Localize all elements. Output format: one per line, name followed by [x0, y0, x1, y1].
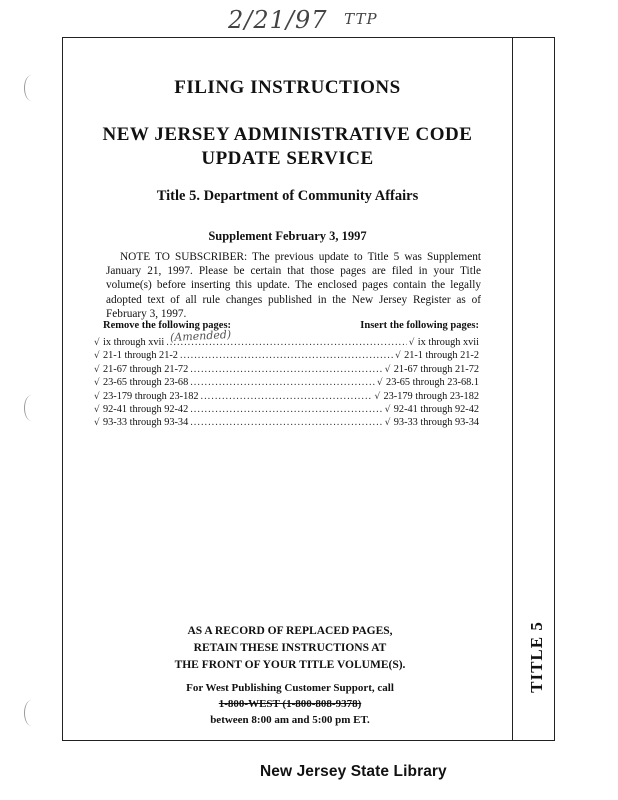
handwritten-initials: TTP	[344, 10, 378, 28]
dot-leader	[166, 336, 407, 349]
pages-table-header	[103, 320, 479, 334]
note-to-subscriber: NOTE TO SUBSCRIBER: The previous update to Title 5 was Supplement January 21, 1997. Please be certain that those pages are filed in your Title volume(s) before inserting this update. The enclosed pages contain the legally adopted text of all rule changes published in the New Jersey Register as of February 3, 1997.	[106, 251, 481, 320]
remove-page-range: 93-33 through 93-34	[103, 417, 189, 429]
remove-page-range: 23-65 through 23-68	[103, 377, 189, 389]
checkmark-icon: √	[395, 351, 401, 362]
insert-page-range: 93-33 through 93-34	[393, 417, 479, 429]
support-hours: between 8:00 am and 5:00 pm ET.	[210, 714, 370, 726]
remove-page-range: 21-67 through 21-72	[103, 363, 189, 375]
pages-row	[94, 416, 479, 429]
pages-row	[94, 363, 479, 376]
insert-page-range: ix through xvii	[417, 337, 479, 348]
checkmark-icon: √	[384, 364, 391, 375]
insert-page-range: 23-179 through 23-182	[383, 390, 479, 402]
support-phone: 1-800-WEST (1-800-808-9378)	[218, 698, 362, 710]
checkmark-icon: √	[94, 364, 100, 375]
checkmark-icon: √	[94, 378, 100, 389]
checkmark-icon: √	[384, 418, 391, 429]
remove-pages-header: Remove the following pages:	[103, 320, 232, 331]
code-title-line2: UPDATE SERVICE	[201, 148, 374, 169]
checkmark-icon: √	[94, 404, 100, 415]
record-line: RETAIN THESE INSTRUCTIONS AT	[193, 642, 387, 654]
record-line: THE FRONT OF YOUR TITLE VOLUME(S).	[174, 659, 406, 671]
remove-page-range: 92-41 through 92-42	[103, 403, 189, 415]
record-line: AS A RECORD OF REPLACED PAGES,	[187, 625, 393, 637]
checkmark-icon: √	[94, 338, 100, 348]
dot-leader	[190, 416, 383, 429]
remove-page-range: ix through xvii	[103, 337, 165, 348]
dot-leader	[180, 349, 393, 362]
library-stamp: New Jersey State Library	[260, 763, 447, 780]
insert-page-range: 23-65 through 23-68.1	[386, 377, 479, 389]
insert-page-range: 21-1 through 21-2	[404, 350, 479, 362]
handwritten-date-annotation	[228, 6, 378, 36]
pages-list	[94, 336, 479, 430]
department-heading: Title 5. Department of Community Affairs	[156, 188, 419, 204]
insert-page-range: 21-67 through 21-72	[393, 363, 479, 375]
remove-page-range: 23-179 through 23-182	[103, 390, 199, 402]
insert-pages-header: Insert the following pages:	[360, 320, 479, 331]
binder-hole-mark	[24, 75, 39, 101]
record-instructions	[170, 623, 410, 674]
handwritten-amended-note: (Amended)	[169, 327, 232, 345]
dot-leader	[190, 403, 383, 416]
pages-row	[94, 376, 479, 389]
pages-row	[94, 336, 479, 349]
remove-page-range: 21-1 through 21-2	[103, 350, 178, 362]
title-tab-label: TITLE 5	[527, 621, 547, 693]
checkmark-icon: √	[94, 351, 100, 362]
code-title-line1: NEW JERSEY ADMINISTRATIVE CODE	[102, 124, 473, 145]
dot-leader	[190, 376, 375, 389]
binder-hole-mark	[24, 395, 39, 421]
checkmark-icon: √	[94, 391, 100, 402]
title-tab	[518, 612, 556, 702]
insert-page-range: 92-41 through 92-42	[393, 403, 479, 415]
customer-support-info	[170, 680, 410, 728]
checkmark-icon: √	[94, 418, 100, 429]
support-line: For West Publishing Customer Support, call	[186, 682, 394, 694]
checkmark-icon: √	[408, 338, 415, 348]
checkmark-icon: √	[377, 378, 383, 389]
handwritten-date: 2/21/97	[228, 6, 328, 34]
pages-row	[94, 403, 479, 416]
document-title: FILING INSTRUCTIONS	[174, 77, 401, 98]
pages-row	[94, 349, 479, 362]
supplement-date: Supplement February 3, 1997	[208, 229, 367, 243]
tab-divider-line	[512, 37, 513, 741]
dot-leader	[201, 390, 373, 403]
checkmark-icon: √	[374, 391, 381, 402]
checkmark-icon: √	[384, 404, 391, 415]
pages-row	[94, 390, 479, 403]
binder-hole-mark	[24, 700, 39, 726]
dot-leader	[190, 363, 383, 376]
